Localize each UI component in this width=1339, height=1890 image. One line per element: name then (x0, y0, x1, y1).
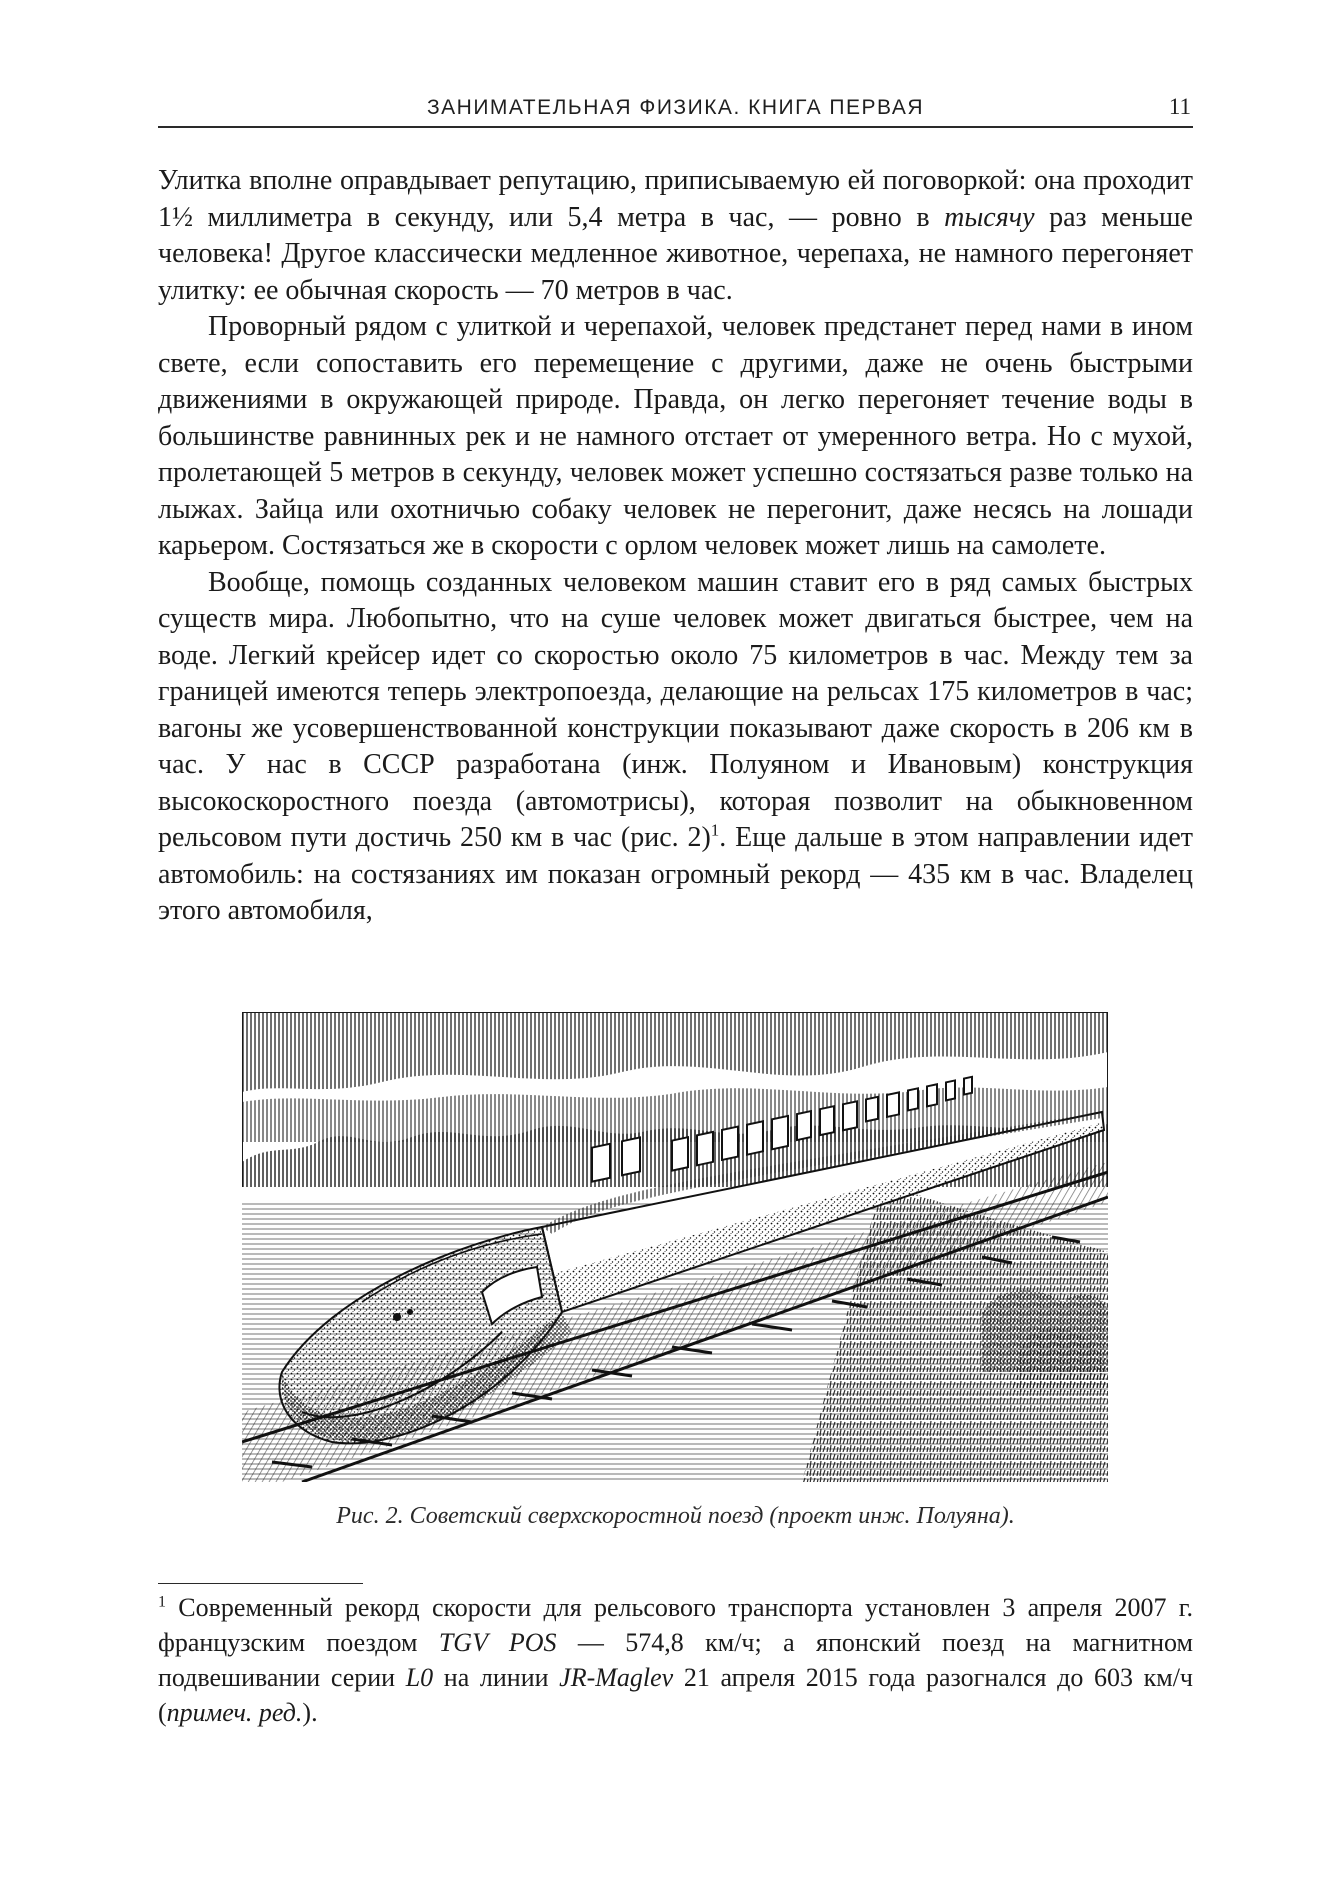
body-text (158, 163, 1193, 930)
paragraph-2: Проворный рядом с улиткой и черепахой, человек предстанет перед нами в ином свете, если сопоставить его перемещение с другими, даже не очень быстрыми движениями в окружающей природе. Правда, он легко перегоняет течение воды в большинстве равнинных рек и не намного отстает от умеренного ветра. Но с мухой, пролетающей 5 метров в секунду, человек может успешно состязаться разве только на лыжах. Зайца или охотничью собаку человек не перегонит, даже несясь на лошади карьером. Состязаться же в скорости с орлом человек может лишь на самолете. (158, 311, 1193, 561)
footnote-text-d: 21 апреля 2015 года разогнался до 603 км/ч ( (158, 1663, 1193, 1727)
page-number: 11 (1168, 94, 1191, 119)
running-header-title: ЗАНИМАТЕЛЬНАЯ ФИЗИКА. КНИГА ПЕРВАЯ (426, 96, 924, 119)
paragraph-1-text-b: раз меньше человека! Другое классически медленное животное, черепаха, не намного перегоняет улитку: ее обычная скорость — 70 метров в час. (158, 201, 1193, 306)
footnote-text-c: на линии (433, 1663, 560, 1692)
footnote-emphasis-4: примеч. ред. (166, 1698, 303, 1727)
footnote-text-e: ). (302, 1698, 318, 1727)
paragraph-1-text-a: Улитка вполне оправдывает репутацию, приписываемую ей поговоркой: она проходит 1½ миллиметра в секунду, или 5,4 метра в час, — ровно в (158, 165, 1193, 233)
running-header (158, 92, 1193, 128)
paragraph-3 (158, 565, 1193, 930)
footnote-emphasis-3: JR-Maglev (559, 1663, 674, 1692)
figure-caption: Рис. 2. Советский сверхскоростной поезд (проект инж. Полуяна). (336, 1503, 1015, 1529)
train-engraving (242, 1012, 1108, 1482)
footnote-emphasis-2: L0 (405, 1663, 434, 1692)
paragraph-3-text-b: . Еще дальше в этом направлении идет автомобиль: на состязаниях им показан огромный рекорд — 435 км в час. Владелец этого автомобиля, (158, 822, 1193, 926)
footnote-marker: 1 (158, 1593, 166, 1611)
footnote-text-a: Современный рекорд скорости для рельсового транспорта установлен 3 апреля 2007 г. французским поездом (158, 1593, 1193, 1657)
footnote-text-b: — 574,8 км/ч; а японский поезд на магнитном подвешивании серии (158, 1628, 1193, 1692)
paragraph-1-emphasis: тысячу (944, 201, 1035, 233)
footnote (158, 1590, 1193, 1730)
footnote-reference[interactable]: 1 (710, 820, 720, 840)
figure-train-illustration (242, 1012, 1108, 1482)
paragraph-1 (158, 163, 1193, 309)
paragraph-3-text-a: Вообще, помощь созданных человеком машин ставит его в ряд самых быстрых существ мира. Любопытно, что на суше человек может двигаться быстрее, чем на воде. Легкий крейсер идет со скоростью около 75 километров в час. Между тем за границей имеются теперь электропоезда, делающие на рельсах 175 километров в час; вагоны же усовершенствованной конструкции показывают даже скорость в 206 км в час. У нас в СССР разработана (инж. Полуяном и Ивановым) конструкция высокоскоростного поезда (автомотрисы), которая позволит на обыкновенном рельсовом пути достичь 250 км в час (рис. 2) (158, 566, 1193, 853)
footnote-emphasis-1: TGV POS (438, 1628, 557, 1657)
footnote-divider (158, 1583, 363, 1584)
